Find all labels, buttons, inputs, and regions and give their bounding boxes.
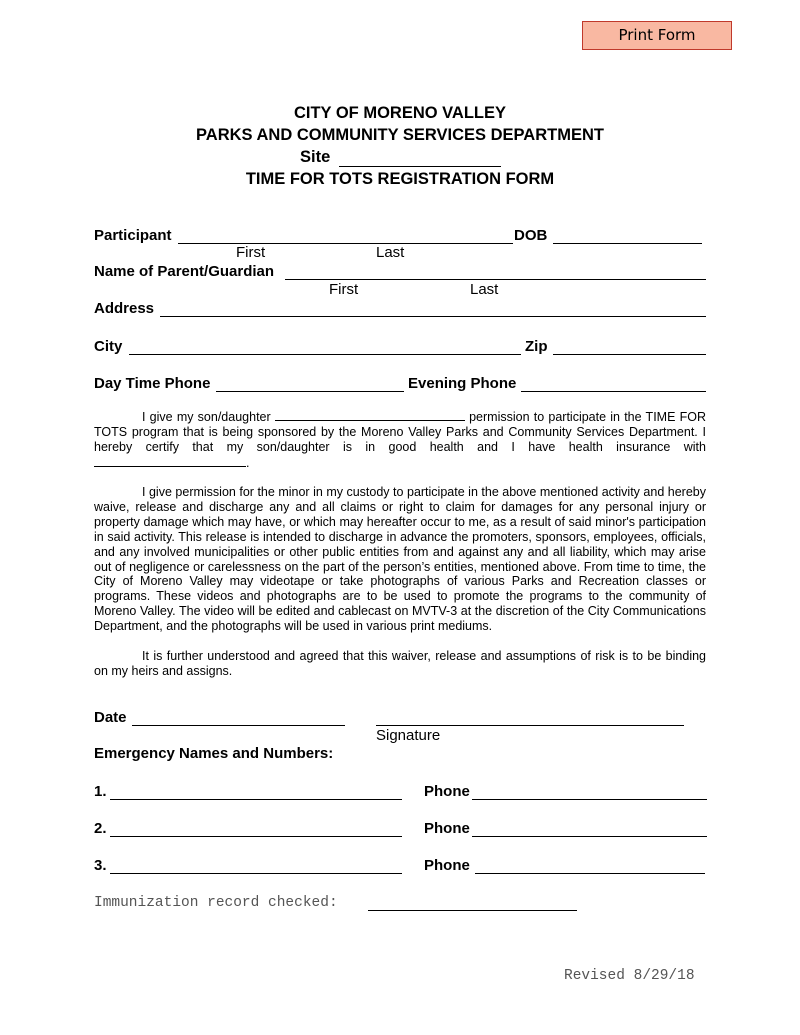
evening-phone-label: Evening Phone [408,375,517,392]
evening-phone-field[interactable] [521,376,706,392]
address-label: Address [94,300,155,317]
dob-field[interactable] [553,228,702,244]
dob-label: DOB [514,227,548,244]
print-form-button[interactable]: Print Form [582,21,732,50]
emergency-number-1: 1. [94,783,107,800]
emergency-phone-3-field[interactable] [475,858,705,874]
consent-text-body: permission to participate in the TIME FOR TOTS program that is being sponsored by the Moreno Valley Parks and Community Services Department. I hereby certify that my son/daughter is in good health and I have health insurance with [94,410,707,454]
emergency-heading: Emergency Names and Numbers: [94,745,334,762]
site-field[interactable] [339,150,501,167]
emergency-phone-1-field[interactable] [472,784,707,800]
binding-paragraph [94,649,706,679]
emergency-name-3-field[interactable] [110,858,402,874]
form-title: TIME FOR TOTS REGISTRATION FORM [245,170,555,188]
insurance-field[interactable] [94,455,246,467]
participant-first-caption: First [236,244,266,261]
revised-date: Revised 8/29/18 [564,968,695,984]
site-label: Site [300,148,331,166]
binding-text: It is further understood and agreed that this waiver, release and assumptions of risk is to be binding on my heirs and assigns. [94,649,706,678]
waiver-text: I give permission for the minor in my custody to participate in the above mentioned activity and hereby waive, release and discharge any and all claims or right to claim for damages for any personal injury or property damage which may have, or which may hereafter occur to me, as a result of said minor's participation in said activity. This release is intended to discharge in advance the promoters, sponsors, employees, officials, and any involved municipalities or other public entities from and against any and all liability, which may arise out of negligence or carelessness on the part of the person’s entities, mentioned above. From time to time, the City of Moreno Valley may videotape or take photographs of various Parks and Recreation classes or programs. These videos and photographs are to be used to promote the programs to the community of Moreno Valley. The video will be edited and cablecast on MVTV-3 at the discretion of the City Communications Department, and the photographs will be used in various print mediums. [94,485,706,634]
immunization-field[interactable] [368,895,577,911]
participant-last-caption: Last [376,244,405,261]
emergency-name-2-field[interactable] [110,821,402,837]
zip-field[interactable] [553,339,706,355]
day-phone-field[interactable] [216,376,404,392]
emergency-phone-2-field[interactable] [472,821,707,837]
emergency-phone-3-label: Phone [424,857,470,874]
city-label: City [94,338,123,355]
address-field[interactable] [160,301,706,317]
consent-text-end: . [246,455,250,470]
parent-last-caption: Last [470,281,499,298]
immunization-label: Immunization record checked: [94,895,338,911]
consent-text-start: I give my son/daughter [142,410,271,424]
zip-label: Zip [525,338,548,355]
emergency-number-3: 3. [94,857,107,874]
child-name-field[interactable] [275,409,465,421]
participant-label: Participant [94,227,172,244]
date-label: Date [94,709,127,726]
emergency-name-1-field[interactable] [110,784,402,800]
header-department: PARKS AND COMMUNITY SERVICES DEPARTMENT [196,126,604,144]
city-field[interactable] [129,339,521,355]
emergency-number-2: 2. [94,820,107,837]
emergency-phone-2-label: Phone [424,820,470,837]
signature-caption: Signature [376,727,441,744]
parent-label: Name of Parent/Guardian [94,263,275,280]
participant-field[interactable] [178,228,513,244]
day-phone-label: Day Time Phone [94,375,211,392]
header-city: CITY OF MORENO VALLEY [293,104,507,122]
signature-field[interactable] [376,710,684,726]
parent-field[interactable] [285,264,706,280]
waiver-paragraph [94,485,706,634]
consent-paragraph [94,409,706,471]
date-field[interactable] [132,710,345,726]
emergency-phone-1-label: Phone [424,783,470,800]
parent-first-caption: First [329,281,359,298]
